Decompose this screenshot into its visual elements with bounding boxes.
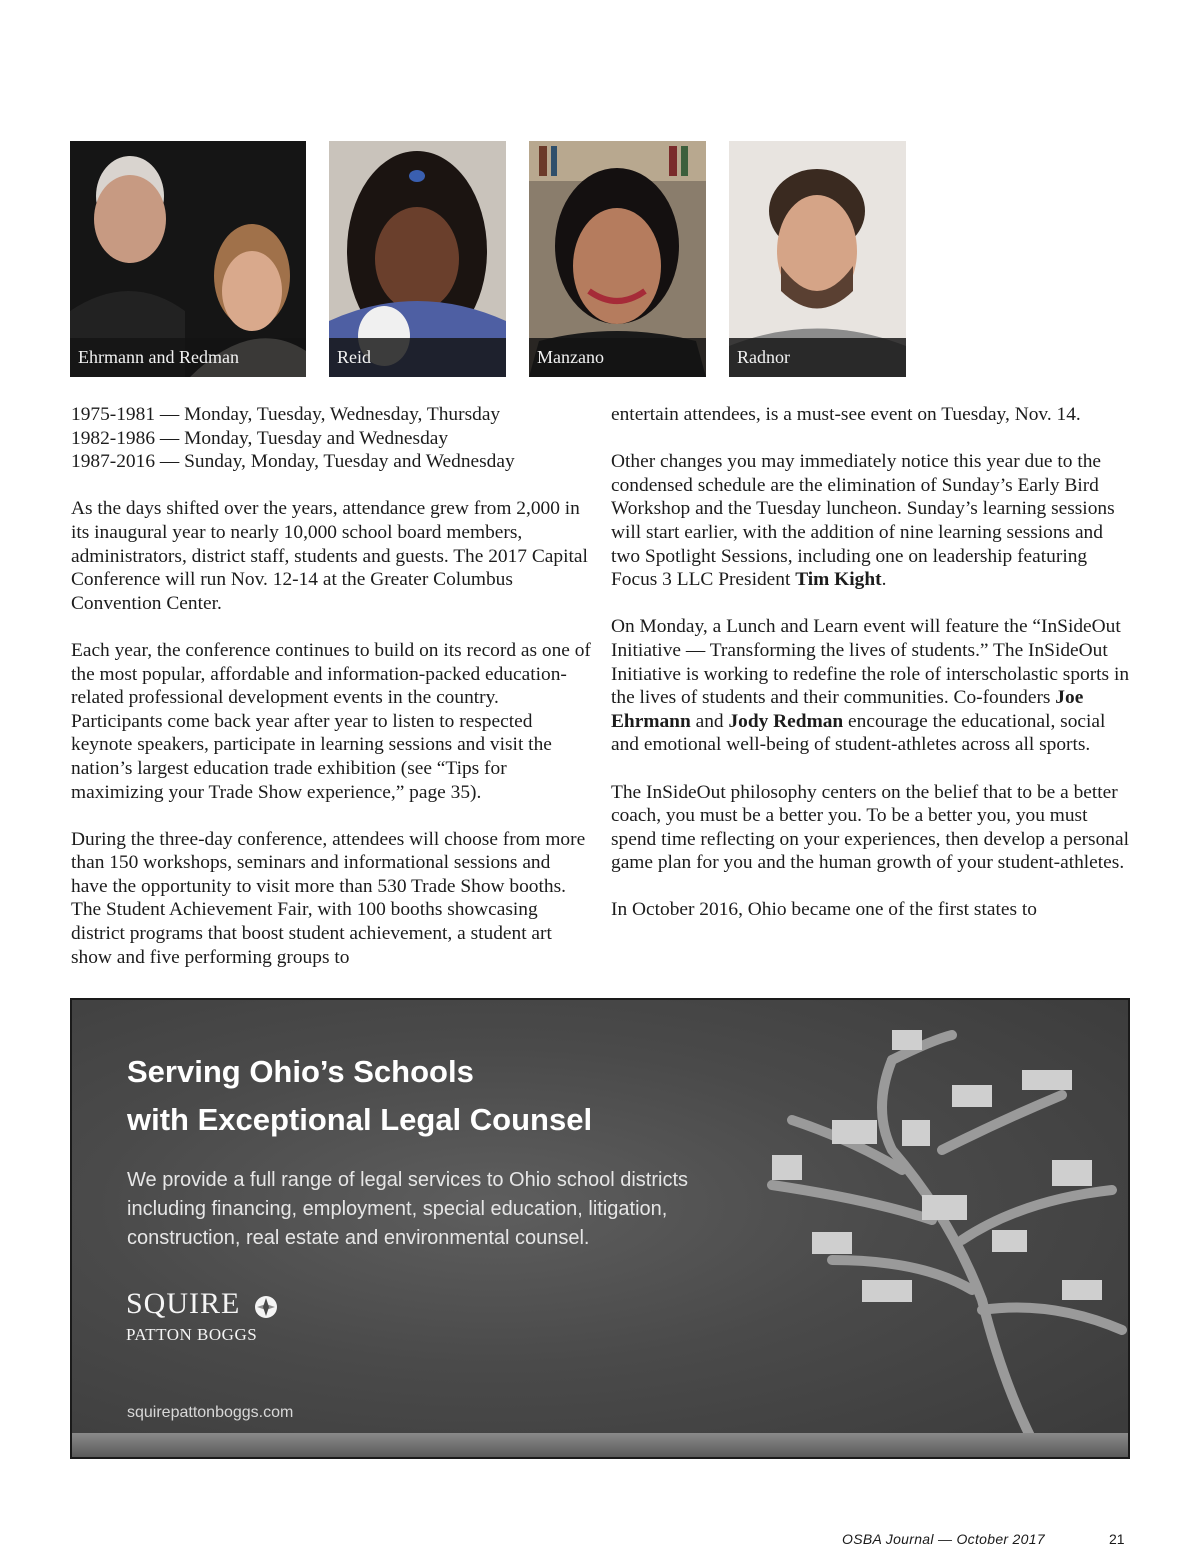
- paragraph-text: On Monday, a Lunch and Learn event will feature the “InSideOut Initiative — Transforming the lives of students.” The InSideOut Initiative is working to redefine the role of interscholastic sports in the lives of students and their communities. Co-founders: [611, 616, 1130, 709]
- body-paragraph: [611, 450, 1133, 592]
- ad-headline: [127, 1048, 592, 1144]
- logo-subtitle: PATTON BOGGS: [126, 1325, 258, 1344]
- schedule-line: 1975-1981 — Monday, Tuesday, Wednesday, Thursday: [71, 404, 501, 425]
- body-paragraph: entertain attendees, is a must-see event on Tuesday, Nov. 14.: [611, 404, 1081, 425]
- body-paragraph: During the three-day conference, attendees will choose from more than 150 workshops, seminars and informational sessions and have the opportunity to visit more than 530 Trade Show booths. The Student Achievement Fair, with 100 booths showcasing district programs that boost student achievement, a student art show and five performing groups to: [71, 828, 586, 968]
- photo-caption: Ehrmann and Redman: [70, 338, 306, 377]
- logo-wordmark: SQUIRE: [126, 1287, 241, 1320]
- ad-headline-line: Serving Ohio’s Schools: [127, 1054, 474, 1089]
- ad-body-text: We provide a full range of legal services to Ohio school districts including financing, employment, special education, litigation, construction, real estate and environmental counsel.: [127, 1169, 689, 1249]
- left-column: [71, 403, 591, 993]
- punctuation: .: [881, 569, 887, 591]
- person-name: Joe Ehrmann: [611, 687, 1084, 732]
- chalkboard-ledge: [72, 1433, 1128, 1457]
- person-name: Jody Redman: [728, 710, 844, 732]
- squire-logo-icon: [254, 1295, 278, 1319]
- body-paragraph: As the days shifted over the years, attendance grew from 2,000 in its inaugural year to nearly 10,000 school board members, administrators, district staff, students and guests. The 2017 Capital Conference will run Nov. 12-14 at the Greater Columbus Convention Center.: [71, 498, 588, 614]
- body-paragraph: In October 2016, Ohio became one of the first states to: [611, 899, 1037, 921]
- paragraph-text: encourage the educational, social and emotional well-being of student-athletes across all sports.: [611, 710, 1106, 756]
- ad-headline-line: with Exceptional Legal Counsel: [127, 1102, 593, 1137]
- photo-caption: Manzano: [529, 338, 706, 377]
- body-paragraph: [611, 615, 1133, 757]
- footer-journal-title: OSBA Journal — October 2017: [842, 1531, 1045, 1547]
- advertisement: [70, 998, 1130, 1459]
- conjunction: and: [690, 710, 729, 732]
- photo-reid: [329, 141, 506, 377]
- photo-caption: Reid: [329, 338, 506, 377]
- schedule-line: 1987-2016 — Sunday, Monday, Tuesday and Wednesday: [71, 451, 515, 473]
- body-paragraph: Each year, the conference continues to build on its record as one of the most popular, affordable and information-packed education-related professional development events in the country. Participants come back year after year to listen to respected keynote speakers, participate in learning sessions and visit the nation’s largest education trade exhibition (see “Tips for maximizing your Trade Show experience,” page 35).: [71, 639, 591, 803]
- photo-radnor: [729, 141, 906, 377]
- right-column: [611, 403, 1133, 946]
- ad-website-link[interactable]: squirepattonboggs.com: [127, 1404, 294, 1421]
- paragraph-text: Other changes you may immediately notice this year due to the condensed schedule are the elimination of Sunday’s Early Bird Workshop and the Tuesday luncheon. Sunday’s learning sessions will start earlier, with the addition of nine learning sessions and two Spotlight Sessions, including one on leadership featuring Focus 3 LLC President: [611, 451, 1115, 591]
- photo-ehrmann-redman: [70, 141, 306, 377]
- person-name: Tim Kight: [795, 569, 882, 591]
- photo-manzano: [529, 141, 706, 377]
- body-paragraph: The InSideOut philosophy centers on the belief that to be a better coach, you must be a better you. To be a better you, you must spend time reflecting on your experiences, then develop a personal game plan for you and the human growth of your student-athletes.: [611, 781, 1129, 874]
- photo-caption: Radnor: [729, 338, 906, 377]
- schedule-list: [71, 403, 591, 474]
- page-number: 21: [1109, 1531, 1125, 1547]
- schedule-line: 1982-1986 — Monday, Tuesday and Wednesday: [71, 427, 449, 449]
